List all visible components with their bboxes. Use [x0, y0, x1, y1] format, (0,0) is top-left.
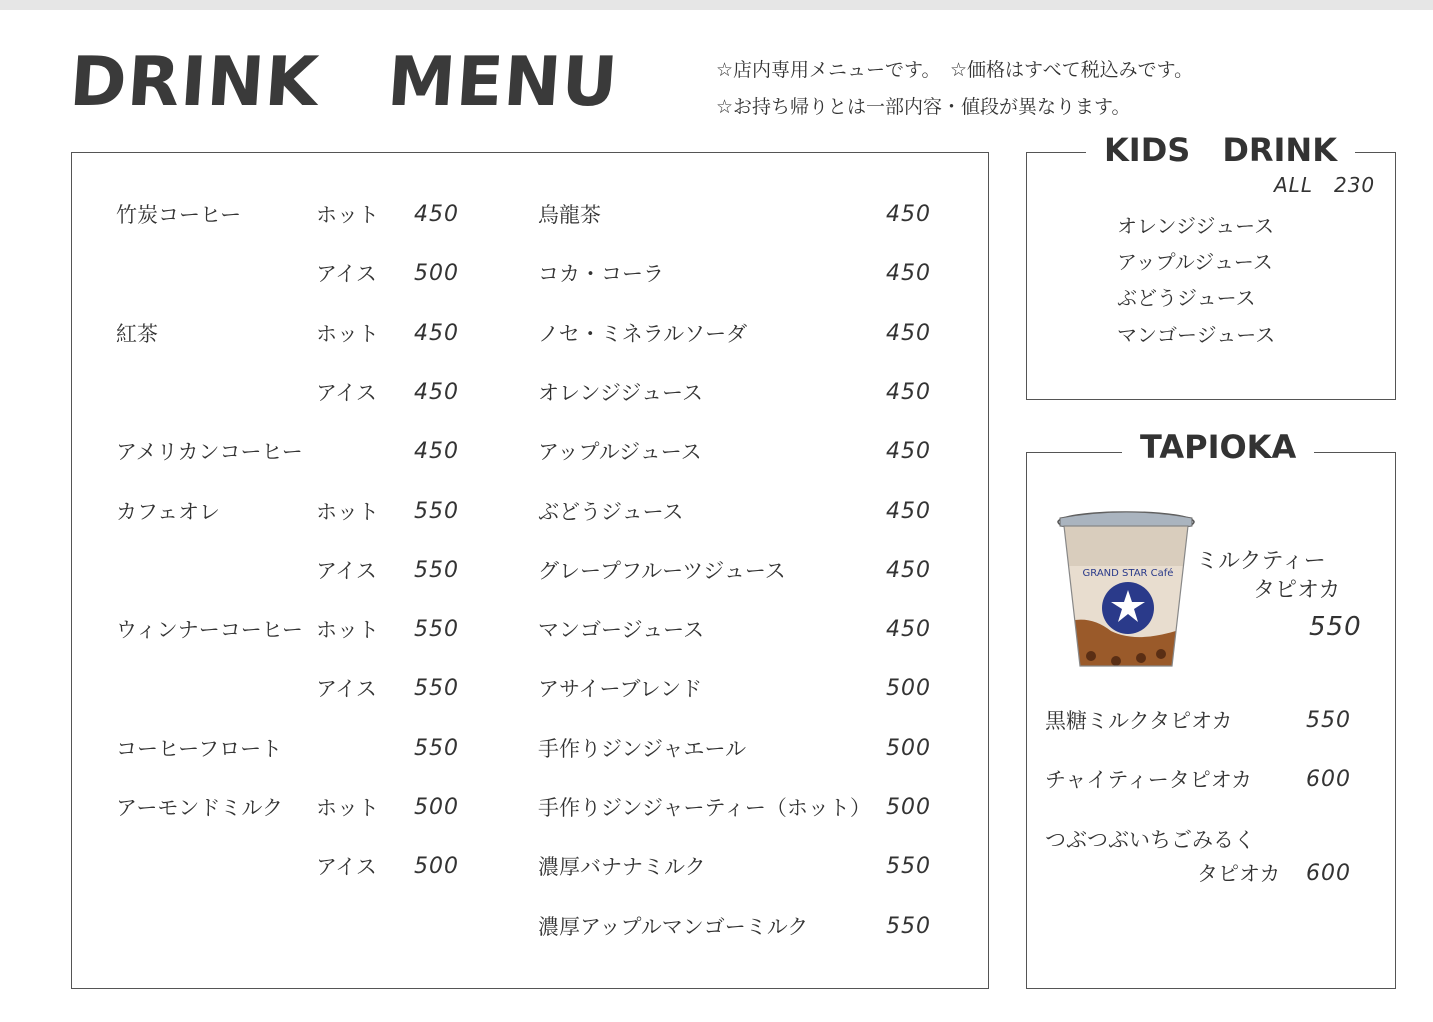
- menu-item-type: ホット: [316, 618, 379, 642]
- tapioka-item-name: タピオカ: [1197, 862, 1281, 886]
- menu-item-price: 550: [414, 617, 459, 642]
- kids-drink-item: ぶどうジュース: [1117, 286, 1256, 310]
- page-title: DRINK MENU: [67, 43, 621, 122]
- menu-item-price: 550: [414, 499, 459, 524]
- menu-item-name: 竹炭コーヒー: [116, 203, 242, 227]
- kids-drink-item: オレンジジュース: [1117, 214, 1275, 238]
- menu-item-price: 450: [886, 380, 931, 405]
- menu-item-price: 450: [886, 261, 931, 286]
- menu-item-price: 450: [414, 439, 459, 464]
- menu-item-price: 550: [886, 854, 931, 879]
- menu-item-name: ぶどうジュース: [538, 500, 684, 524]
- menu-item-name: グレープフルーツジュース: [538, 559, 786, 583]
- tapioka-item-price: 550: [1306, 708, 1351, 733]
- menu-item-type: ホット: [316, 500, 379, 524]
- menu-item-name: コカ・コーラ: [538, 262, 664, 286]
- menu-item-name: アサイーブレンド: [538, 677, 703, 701]
- tapioka-item-name: 黒糖ミルクタピオカ: [1045, 709, 1233, 733]
- menu-item-name: ノセ・ミネラルソーダ: [538, 322, 748, 346]
- menu-item-price: 550: [886, 914, 931, 939]
- menu-item-name: 手作りジンジャエール: [538, 737, 747, 761]
- note-line-2: ☆お持ち帰りとは一部内容・値段が異なります。: [716, 96, 1131, 118]
- menu-item-name: 烏龍茶: [538, 203, 601, 227]
- menu-item-price: 550: [414, 736, 459, 761]
- menu-item-name: 紅茶: [116, 322, 158, 346]
- menu-item-price: 500: [886, 736, 931, 761]
- menu-item-price: 550: [414, 676, 459, 701]
- kids-drink-item: アップルジュース: [1117, 250, 1273, 274]
- kids-drink-title: KIDS DRINK: [1086, 130, 1355, 170]
- tapioka-featured-name-1: ミルクティー: [1196, 549, 1326, 574]
- main-menu-box: [71, 152, 989, 989]
- kids-drink-price: ALL 230: [1274, 173, 1376, 197]
- menu-item-price: 450: [886, 439, 931, 464]
- menu-item-price: 550: [414, 558, 459, 583]
- tapioka-item-name: チャイティータピオカ: [1045, 768, 1253, 792]
- menu-item-price: 450: [886, 321, 931, 346]
- menu-item-type: ホット: [316, 322, 379, 346]
- menu-item-name: コーヒーフロート: [116, 737, 283, 761]
- menu-item-type: アイス: [316, 855, 377, 879]
- menu-item-name: 手作りジンジャーティー（ホット）: [538, 796, 871, 820]
- menu-item-type: ホット: [316, 796, 379, 820]
- menu-item-name: オレンジジュース: [538, 381, 703, 405]
- menu-item-type: アイス: [316, 262, 377, 286]
- menu-item-price: 500: [414, 261, 459, 286]
- menu-item-price: 450: [414, 202, 459, 227]
- note-line-1: ☆店内専用メニューです。 ☆価格はすべて税込みです。: [716, 59, 1194, 81]
- kids-drink-item: マンゴージュース: [1117, 323, 1276, 347]
- menu-item-type: アイス: [316, 381, 377, 405]
- menu-item-name: ウィンナーコーヒー: [116, 618, 303, 642]
- menu-item-price: 500: [886, 676, 931, 701]
- menu-item-name: カフェオレ: [116, 500, 220, 524]
- menu-item-type: アイス: [316, 677, 377, 701]
- menu-item-name: 濃厚バナナミルク: [538, 855, 706, 879]
- menu-item-name: マンゴージュース: [538, 618, 705, 642]
- menu-item-price: 450: [886, 617, 931, 642]
- menu-item-price: 450: [414, 321, 459, 346]
- menu-item-price: 500: [414, 854, 459, 879]
- menu-item-name: アーモンドミルク: [116, 796, 283, 820]
- menu-item-price: 500: [414, 795, 459, 820]
- menu-item-price: 500: [886, 795, 931, 820]
- menu-item-name: アメリカンコーヒー: [116, 440, 303, 464]
- tapioka-item-price: 600: [1306, 767, 1351, 792]
- menu-item-name: 濃厚アップルマンゴーミルク: [538, 915, 809, 939]
- tapioka-featured-price: 550: [1309, 612, 1362, 642]
- menu-item-price: 450: [886, 202, 931, 227]
- tapioka-item-price: 600: [1306, 861, 1351, 886]
- menu-item-type: アイス: [316, 559, 377, 583]
- tapioka-item-name: つぶつぶいちごみるく: [1045, 828, 1255, 852]
- menu-item-price: 450: [886, 558, 931, 583]
- top-bar: [0, 0, 1433, 10]
- tapioka-cup-image: [1056, 506, 1196, 671]
- menu-item-price: 450: [886, 499, 931, 524]
- tapioka-featured-name-2: タピオカ: [1253, 578, 1341, 603]
- menu-item-name: アップルジュース: [538, 440, 702, 464]
- menu-item-type: ホット: [316, 203, 379, 227]
- tapioka-title: TAPIOKA: [1122, 427, 1314, 467]
- menu-item-price: 450: [414, 380, 459, 405]
- cup-brand-label: GRAND STAR Café: [1082, 568, 1174, 579]
